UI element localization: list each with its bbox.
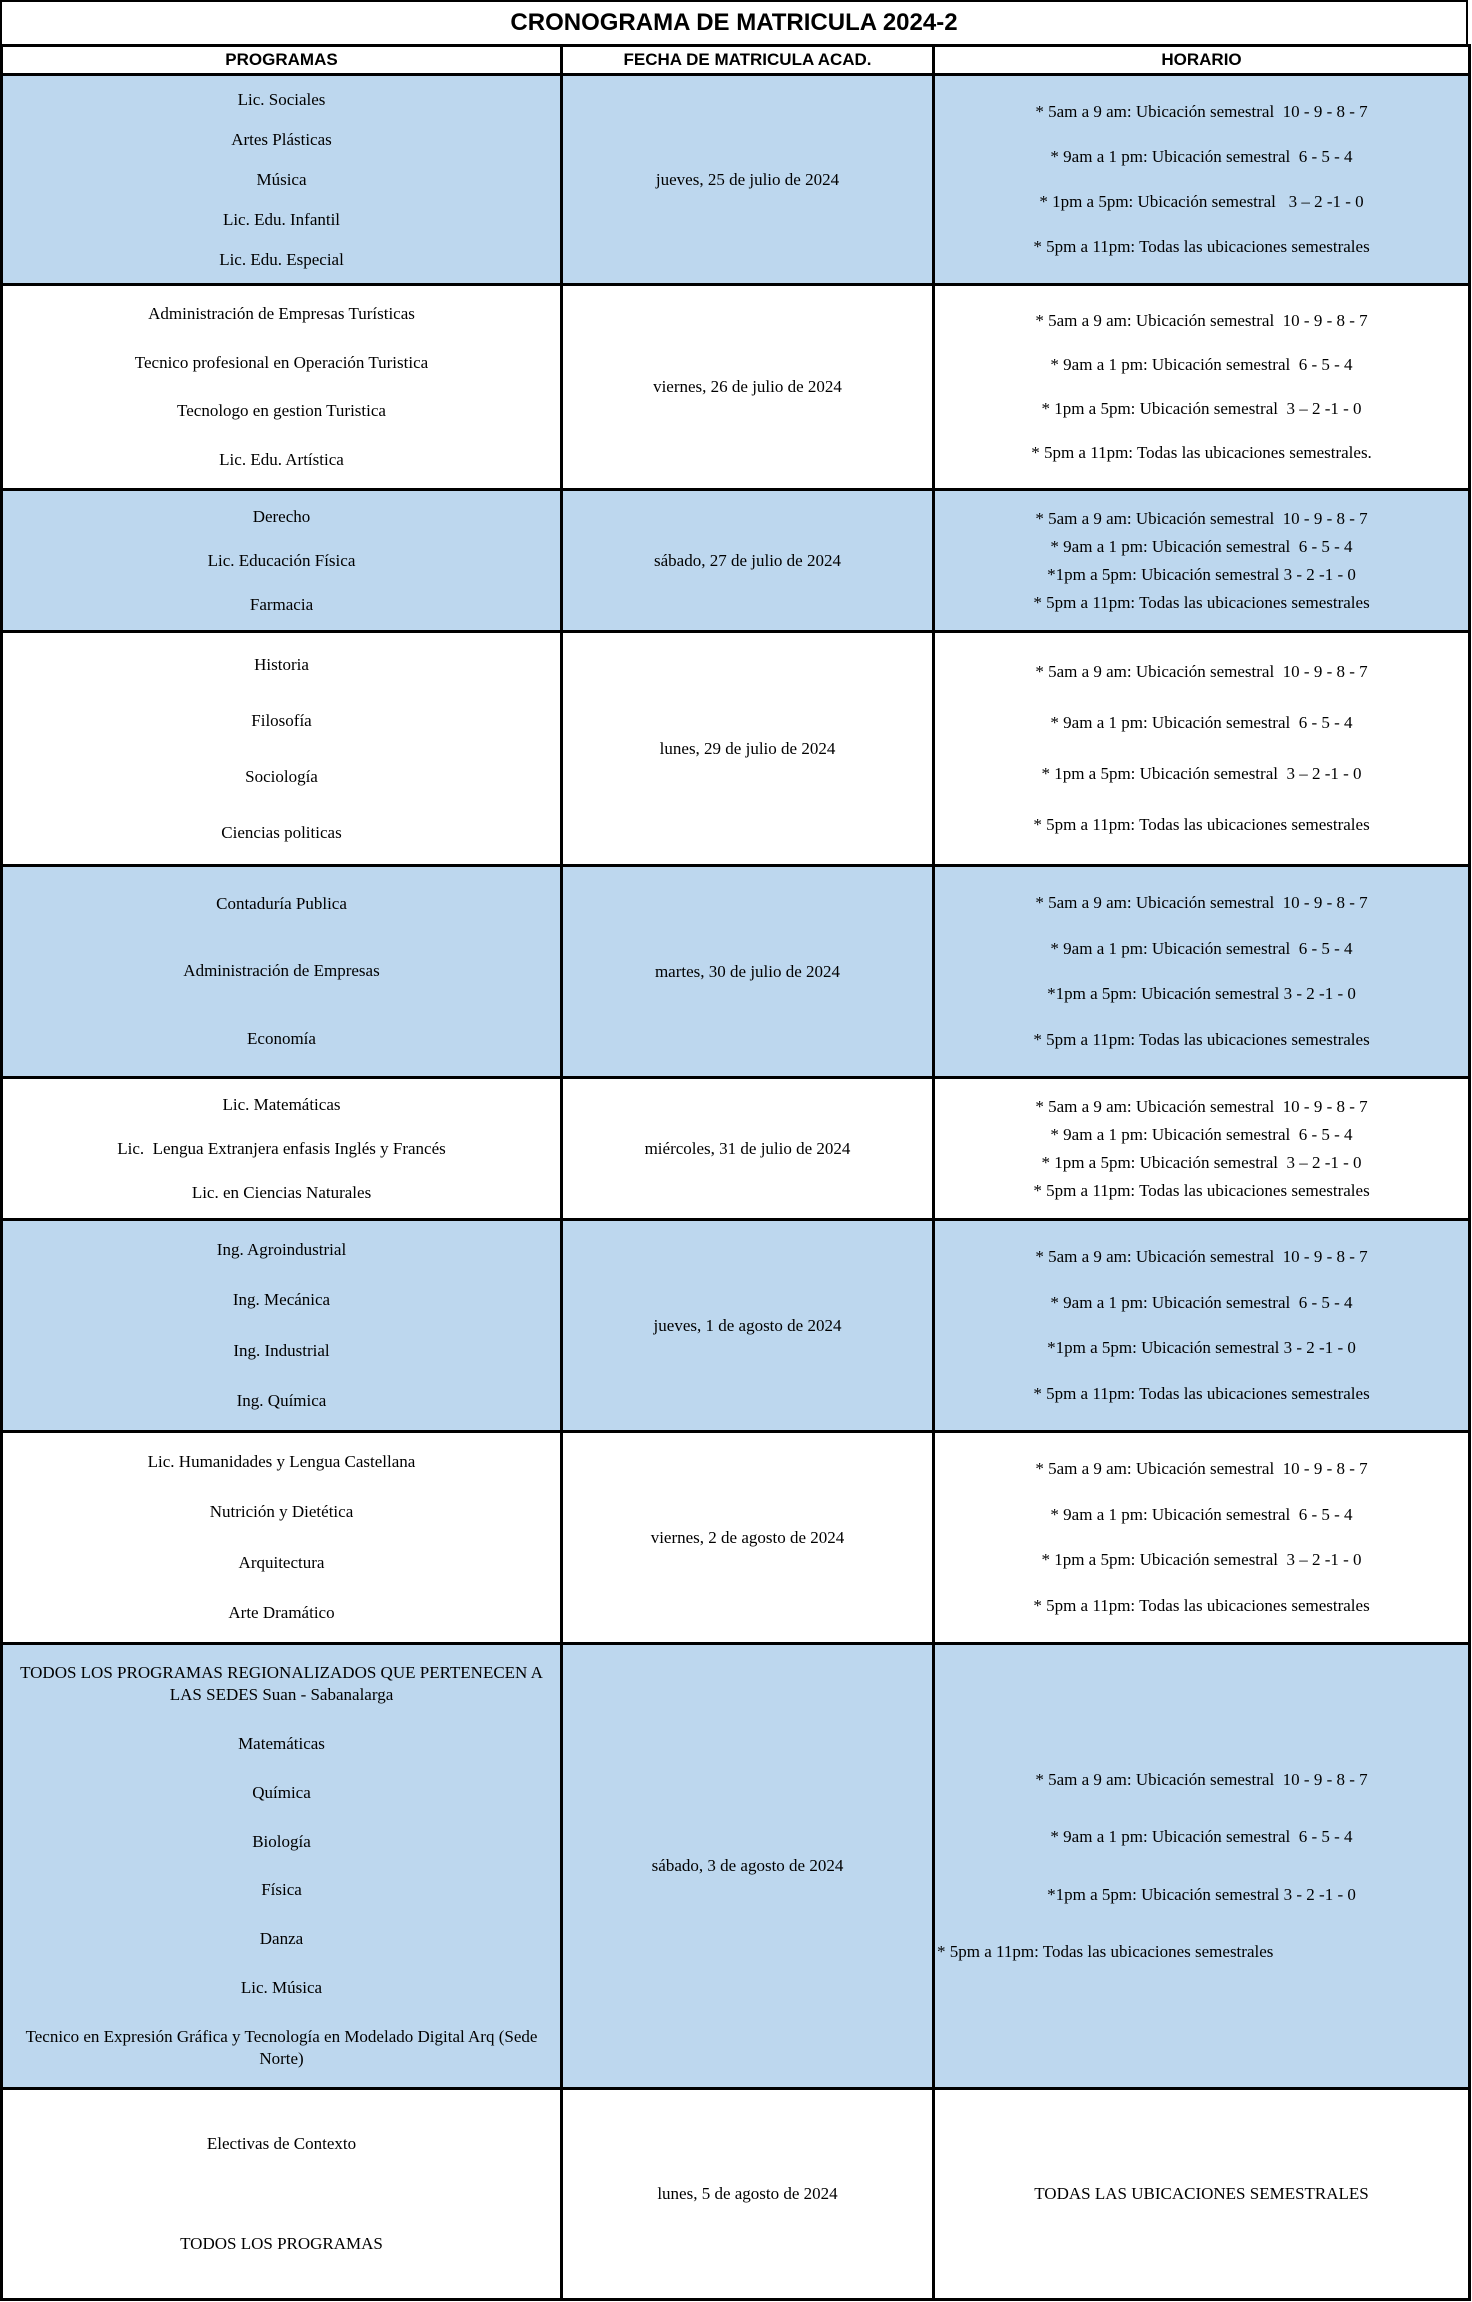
- enrollment-date: sábado, 3 de agosto de 2024: [651, 1856, 844, 1875]
- date-cell: [562, 75, 934, 285]
- schedule-line: * 5am a 9 am: Ubicación semestral 10 - 9 - 8 - 7: [1035, 311, 1368, 331]
- enrollment-date: martes, 30 de julio de 2024: [654, 961, 841, 981]
- table-row: [2, 75, 1470, 285]
- schedule-line: * 5am a 9 am: Ubicación semestral 10 - 9 - 8 - 7: [1035, 102, 1368, 121]
- program-name: Lic. Humanidades y Lengua Castellana: [147, 1451, 416, 1471]
- schedule-line: * 5pm a 11pm: Todas las ubicaciones semestrales: [1033, 1180, 1370, 1200]
- date-cell: [562, 490, 934, 632]
- program-name: Tecnico profesional en Operación Turistica: [134, 352, 429, 372]
- program-name: Lic. Sociales: [237, 89, 326, 109]
- schedule-line: * 5am a 9 am: Ubicación semestral 10 - 9 - 8 - 7: [1035, 893, 1368, 913]
- program-name: Lic. Lengua Extranjera enfasis Inglés y Francés: [117, 1138, 446, 1158]
- enrollment-date: viernes, 2 de agosto de 2024: [650, 1527, 845, 1547]
- schedule-line: * 5am a 9 am: Ubicación semestral 10 - 9 - 8 - 7: [1035, 508, 1368, 528]
- programs-cell: [2, 1432, 562, 1644]
- schedule-line: *1pm a 5pm: Ubicación semestral 3 - 2 -1 - 0: [1047, 1884, 1356, 1904]
- table-row: [2, 2089, 1470, 2300]
- schedule-cell: [934, 2089, 1470, 2300]
- schedule-cell: [934, 1078, 1470, 1220]
- schedule-line: *1pm a 5pm: Ubicación semestral 3 - 2 -1 - 0: [1047, 1338, 1356, 1358]
- schedule-line: * 9am a 1 pm: Ubicación semestral 6 - 5 - 4: [1050, 1504, 1353, 1524]
- date-cell: [562, 866, 934, 1078]
- schedule-line: * 9am a 1 pm: Ubicación semestral 6 - 5 - 4: [1050, 1292, 1353, 1312]
- table-row: [2, 1432, 1470, 1644]
- header-row: [2, 46, 1470, 75]
- program-name: Artes Plásticas: [231, 129, 332, 149]
- date-cell: [562, 632, 934, 866]
- enrollment-date: lunes, 29 de julio de 2024: [659, 738, 836, 758]
- program-name: Nutrición y Dietética: [209, 1502, 354, 1522]
- schedule-cell: [934, 632, 1470, 866]
- program-name: Economía: [247, 1028, 316, 1048]
- schedule-cell: [934, 866, 1470, 1078]
- program-name: Ing. Mecánica: [232, 1290, 331, 1310]
- program-name: Arte Dramático: [228, 1603, 335, 1623]
- schedule-line: * 9am a 1 pm: Ubicación semestral 6 - 5 - 4: [1050, 1827, 1353, 1847]
- schedule-line: * 1pm a 5pm: Ubicación semestral 3 – 2 -1 - 0: [1041, 398, 1362, 418]
- schedule-cell: [934, 1432, 1470, 1644]
- date-cell: [562, 2089, 934, 2300]
- program-name: Electivas de Contexto: [206, 2133, 357, 2153]
- schedule-cell: [934, 490, 1470, 632]
- program-name: TODOS LOS PROGRAMAS: [180, 2234, 383, 2254]
- header-horario: HORARIO: [934, 46, 1470, 75]
- table-row: [2, 632, 1470, 866]
- programs-cell: [2, 1644, 562, 2089]
- table-row: [2, 1078, 1470, 1220]
- programs-cell: [2, 1220, 562, 1432]
- schedule-line: * 9am a 1 pm: Ubicación semestral 6 - 5 - 4: [1050, 938, 1353, 958]
- schedule-line: TODAS LAS UBICACIONES SEMESTRALES: [1034, 2184, 1369, 2203]
- program-name: Ciencias politicas: [221, 822, 342, 842]
- schedule-line: * 1pm a 5pm: Ubicación semestral 3 – 2 -1 - 0: [1041, 764, 1362, 783]
- page-title: CRONOGRAMA DE MATRICULA 2024-2: [0, 0, 1468, 46]
- program-name: Lic. en Ciencias Naturales: [191, 1182, 372, 1202]
- schedule-cell: [934, 75, 1470, 285]
- program-name: Lic. Música: [240, 1978, 323, 1998]
- date-cell: [562, 1078, 934, 1220]
- programs-cell: [2, 866, 562, 1078]
- schedule-cell: [934, 1220, 1470, 1432]
- enrollment-date: lunes, 5 de agosto de 2024: [657, 2184, 838, 2203]
- table-row: [2, 285, 1470, 490]
- schedule-cell: [934, 1644, 1470, 2089]
- programs-cell: [2, 75, 562, 285]
- program-name: Lic. Edu. Especial: [219, 249, 344, 269]
- schedule-line: * 5pm a 11pm: Todas las ubicaciones semestrales: [1033, 1595, 1370, 1615]
- program-name: Contaduría Publica: [216, 894, 347, 914]
- enrollment-date: jueves, 1 de agosto de 2024: [653, 1315, 842, 1335]
- schedule-cell: [934, 285, 1470, 490]
- program-name: Danza: [259, 1929, 304, 1949]
- schedule-line: * 5pm a 11pm: Todas las ubicaciones semestrales: [1033, 237, 1370, 256]
- programs-cell: [2, 490, 562, 632]
- header-fecha: FECHA DE MATRICULA ACAD.: [562, 46, 934, 75]
- table-body: [2, 75, 1470, 2300]
- schedule-line: * 5am a 9 am: Ubicación semestral 10 - 9 - 8 - 7: [1035, 1769, 1368, 1789]
- schedule-line: * 5pm a 11pm: Todas las ubicaciones semestrales.: [1031, 442, 1372, 462]
- schedule-line: *1pm a 5pm: Ubicación semestral 3 - 2 -1 - 0: [1047, 564, 1356, 584]
- table-row: [2, 1644, 1470, 2089]
- schedule-line: * 1pm a 5pm: Ubicación semestral 3 – 2 -1 - 0: [1039, 192, 1364, 211]
- program-name: Tecnico en Expresión Gráfica y Tecnología en Modelado Digital Arq (Sede Norte): [25, 2027, 542, 2069]
- program-name: Arquitectura: [238, 1552, 325, 1572]
- program-name: Administración de Empresas Turísticas: [148, 303, 415, 323]
- schedule-line: * 9am a 1 pm: Ubicación semestral 6 - 5 - 4: [1050, 713, 1353, 732]
- schedule-line: * 9am a 1 pm: Ubicación semestral 6 - 5 - 4: [1050, 1124, 1353, 1144]
- schedule-line: * 5am a 9 am: Ubicación semestral 10 - 9 - 8 - 7: [1035, 1096, 1368, 1116]
- programs-cell: [2, 632, 562, 866]
- program-name: Lic. Edu. Infantil: [222, 209, 341, 229]
- schedule-line: * 5pm a 11pm: Todas las ubicaciones semestrales: [1033, 1029, 1370, 1049]
- program-name: Música: [256, 169, 307, 189]
- enrollment-date: jueves, 25 de julio de 2024: [655, 169, 840, 189]
- enrollment-table: [0, 44, 1471, 2301]
- program-name: Ing. Química: [236, 1391, 327, 1411]
- schedule-line: * 5pm a 11pm: Todas las ubicaciones semestrales: [1033, 1383, 1370, 1403]
- schedule-line: * 5pm a 11pm: Todas las ubicaciones semestrales: [937, 1942, 1274, 1962]
- schedule-line: * 9am a 1 pm: Ubicación semestral 6 - 5 - 4: [1050, 147, 1353, 166]
- programs-cell: [2, 1078, 562, 1220]
- program-name: Física: [261, 1880, 302, 1900]
- program-name: Química: [252, 1782, 311, 1802]
- program-name: Lic. Educación Física: [207, 550, 356, 570]
- enrollment-date: viernes, 26 de julio de 2024: [653, 377, 842, 396]
- schedule-line: * 5am a 9 am: Ubicación semestral 10 - 9 - 8 - 7: [1035, 662, 1368, 681]
- schedule-line: * 9am a 1 pm: Ubicación semestral 6 - 5 - 4: [1050, 536, 1353, 556]
- programs-cell: [2, 285, 562, 490]
- schedule-line: * 5pm a 11pm: Todas las ubicaciones semestrales: [1033, 592, 1370, 612]
- program-name: Ing. Agroindustrial: [216, 1239, 347, 1259]
- table-row: [2, 1220, 1470, 1432]
- schedule-line: * 1pm a 5pm: Ubicación semestral 3 – 2 -1 - 0: [1041, 1152, 1362, 1172]
- header-programas: PROGRAMAS: [2, 46, 562, 75]
- schedule-line: * 5am a 9 am: Ubicación semestral 10 - 9 - 8 - 7: [1035, 1459, 1368, 1479]
- program-name: Filosofía: [251, 710, 312, 730]
- schedule-line: * 9am a 1 pm: Ubicación semestral 6 - 5 - 4: [1050, 355, 1353, 375]
- program-name: Derecho: [252, 506, 311, 526]
- schedule-line: *1pm a 5pm: Ubicación semestral 3 - 2 -1 - 0: [1047, 984, 1356, 1004]
- program-name: Lic. Edu. Artística: [219, 450, 344, 470]
- program-name: Lic. Matemáticas: [222, 1094, 341, 1114]
- date-cell: [562, 1644, 934, 2089]
- schedule-line: * 5am a 9 am: Ubicación semestral 10 - 9 - 8 - 7: [1035, 1247, 1368, 1267]
- table-row: [2, 490, 1470, 632]
- schedule-line: * 1pm a 5pm: Ubicación semestral 3 – 2 -1 - 0: [1041, 1550, 1362, 1570]
- date-cell: [562, 1220, 934, 1432]
- enrollment-date: miércoles, 31 de julio de 2024: [644, 1138, 851, 1158]
- program-name: Matemáticas: [238, 1733, 325, 1753]
- program-name: TODOS LOS PROGRAMAS REGIONALIZADOS QUE PERTENECEN A LAS SEDES Suan - Sabanalarga: [20, 1662, 548, 1704]
- program-name: Historia: [254, 654, 309, 674]
- program-name: Administración de Empresas: [183, 961, 380, 981]
- date-cell: [562, 1432, 934, 1644]
- enrollment-date: sábado, 27 de julio de 2024: [654, 550, 841, 570]
- program-name: Biología: [252, 1831, 311, 1851]
- program-name: Farmacia: [249, 594, 314, 614]
- date-cell: [562, 285, 934, 490]
- program-name: Ing. Industrial: [233, 1340, 330, 1360]
- programs-cell: [2, 2089, 562, 2300]
- schedule-line: * 5pm a 11pm: Todas las ubicaciones semestrales: [1033, 815, 1370, 834]
- program-name: Tecnologo en gestion Turistica: [177, 401, 386, 421]
- program-name: Sociología: [245, 766, 318, 786]
- table-row: [2, 866, 1470, 1078]
